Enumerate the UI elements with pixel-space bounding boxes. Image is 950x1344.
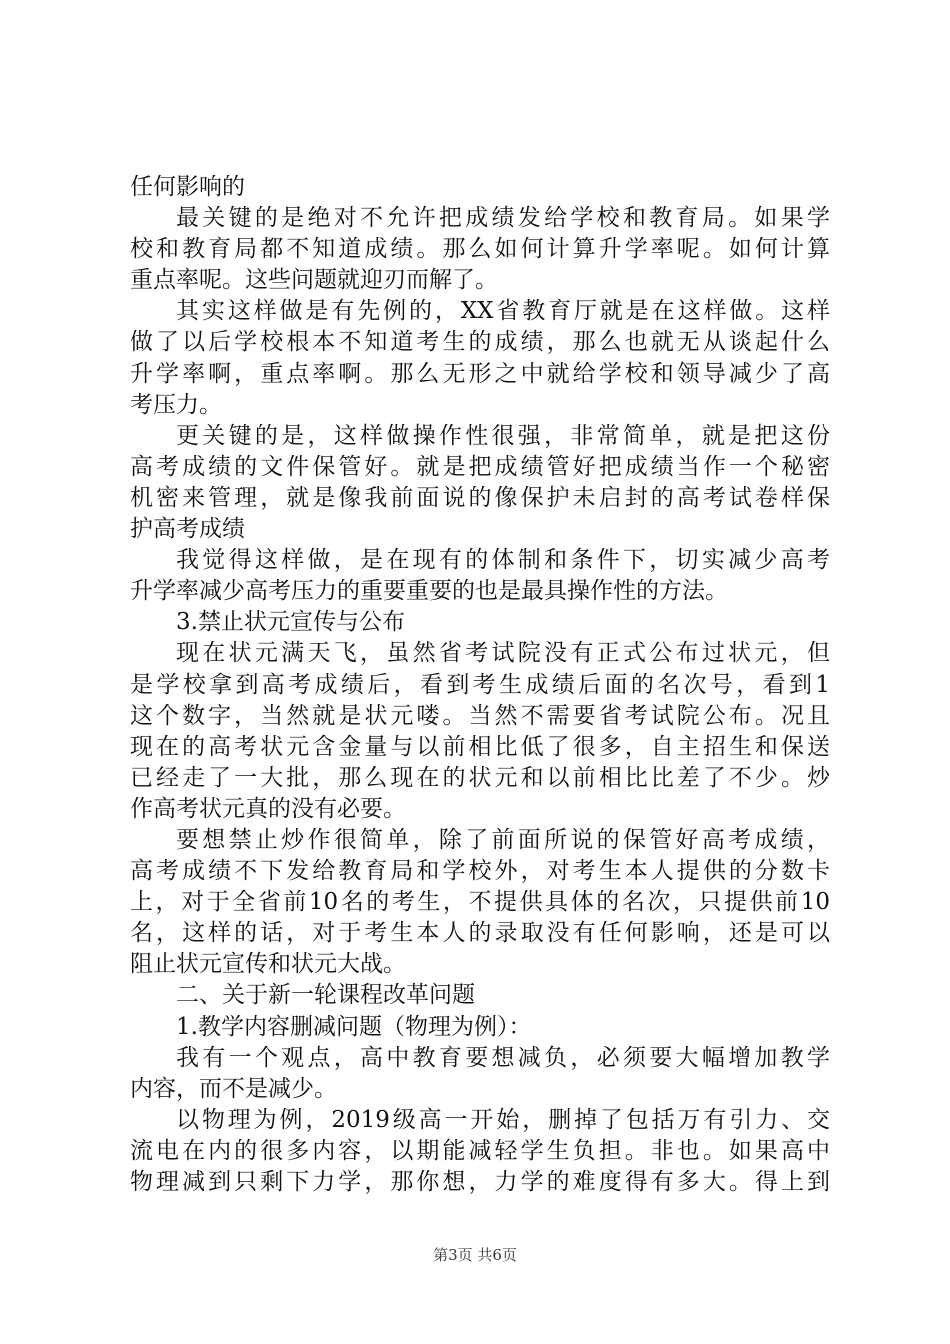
text-line: 要想禁止炒作很简单，除了前面所说的保管好高考成绩， [176,826,830,853]
subsection-heading: 1.教学内容删减问题（物理为例）： [176,1013,532,1040]
text-line: 重点率呢。这些问题就迎刃而解了。 [130,267,498,294]
body-text [130,172,830,1198]
text-line: 升学率啊，重点率啊。那么无形之中就给学校和领导减少了高 [130,360,830,387]
text-line: 以物理为例，2019级高一开始，删掉了包括万有引力、交 [176,1106,830,1133]
text-line: 名，这样的话，对于考生本人的录取没有任何影响，还是可以 [130,920,830,947]
text-line: 内容，而不是减少。 [130,1075,337,1102]
text-line: 最关键的是绝对不允许把成绩发给学校和教育局。如果学 [176,205,830,232]
text-line: 上，对于全省前10名的考生，不提供具体的名次，只提供前10 [130,889,830,916]
text-line: 现在状元满天飞，虽然省考试院没有正式公布过状元，但 [176,640,830,667]
text-line: 我觉得这样做，是在现有的体制和条件下，切实减少高考 [176,547,830,574]
text-line: 高考成绩不下发给教育局和学校外，对考生本人提供的分数卡 [130,858,830,885]
text-line: 任何影响的 [130,174,245,200]
text-line: 这个数字，当然就是状元喽。当然不需要省考试院公布。况且 [130,702,830,729]
text-line: 现在的高考状元含金量与以前相比低了很多，自主招生和保送 [130,733,830,760]
text-line: 高考成绩的文件保管好。就是把成绩管好把成绩当作一个秘密 [130,453,830,480]
section-heading: 二、关于新一轮课程改革问题 [176,982,475,1009]
text-line: 作高考状元真的没有必要。 [130,795,406,822]
page-number-footer: 第3页 共6页 [433,1246,517,1264]
text-line: 更关键的是，这样做操作性很强，非常简单，就是把这份 [176,422,830,449]
text-line: 机密来管理，就是像我前面说的像保护未启封的高考试卷样保 [130,484,830,511]
text-line: 其实这样做是有先例的，XX省教育厅就是在这样做。这样 [176,298,830,325]
text-line: 做了以后学校根本不知道考生的成绩，那么也就无从谈起什么 [130,329,830,356]
text-line: 护高考成绩 [130,516,245,543]
text-line: 校和教育局都不知道成绩。那么如何计算升学率呢。如何计算 [130,236,830,263]
text-line: 我有一个观点，高中教育要想减负，必须要大幅增加教学 [176,1044,830,1071]
text-line: 流电在内的很多内容，以期能减轻学生负担。非也。如果高中 [130,1137,830,1164]
text-line: 考压力。 [130,391,222,418]
text-line: 是学校拿到高考成绩后，看到考生成绩后面的名次号，看到1 [130,671,830,698]
text-line: 升学率减少高考压力的重要重要的也是最具操作性的方法。 [130,578,728,605]
text-line: 阻止状元宣传和状元大战。 [130,951,406,978]
text-line: 物理减到只剩下力学，那你想，力学的难度得有多大。得上到 [130,1169,830,1195]
section-heading: 3.禁止状元宣传与公布 [176,609,405,636]
text-line: 已经走了一大批，那么现在的状元和以前相比比差了不少。炒 [130,764,830,791]
